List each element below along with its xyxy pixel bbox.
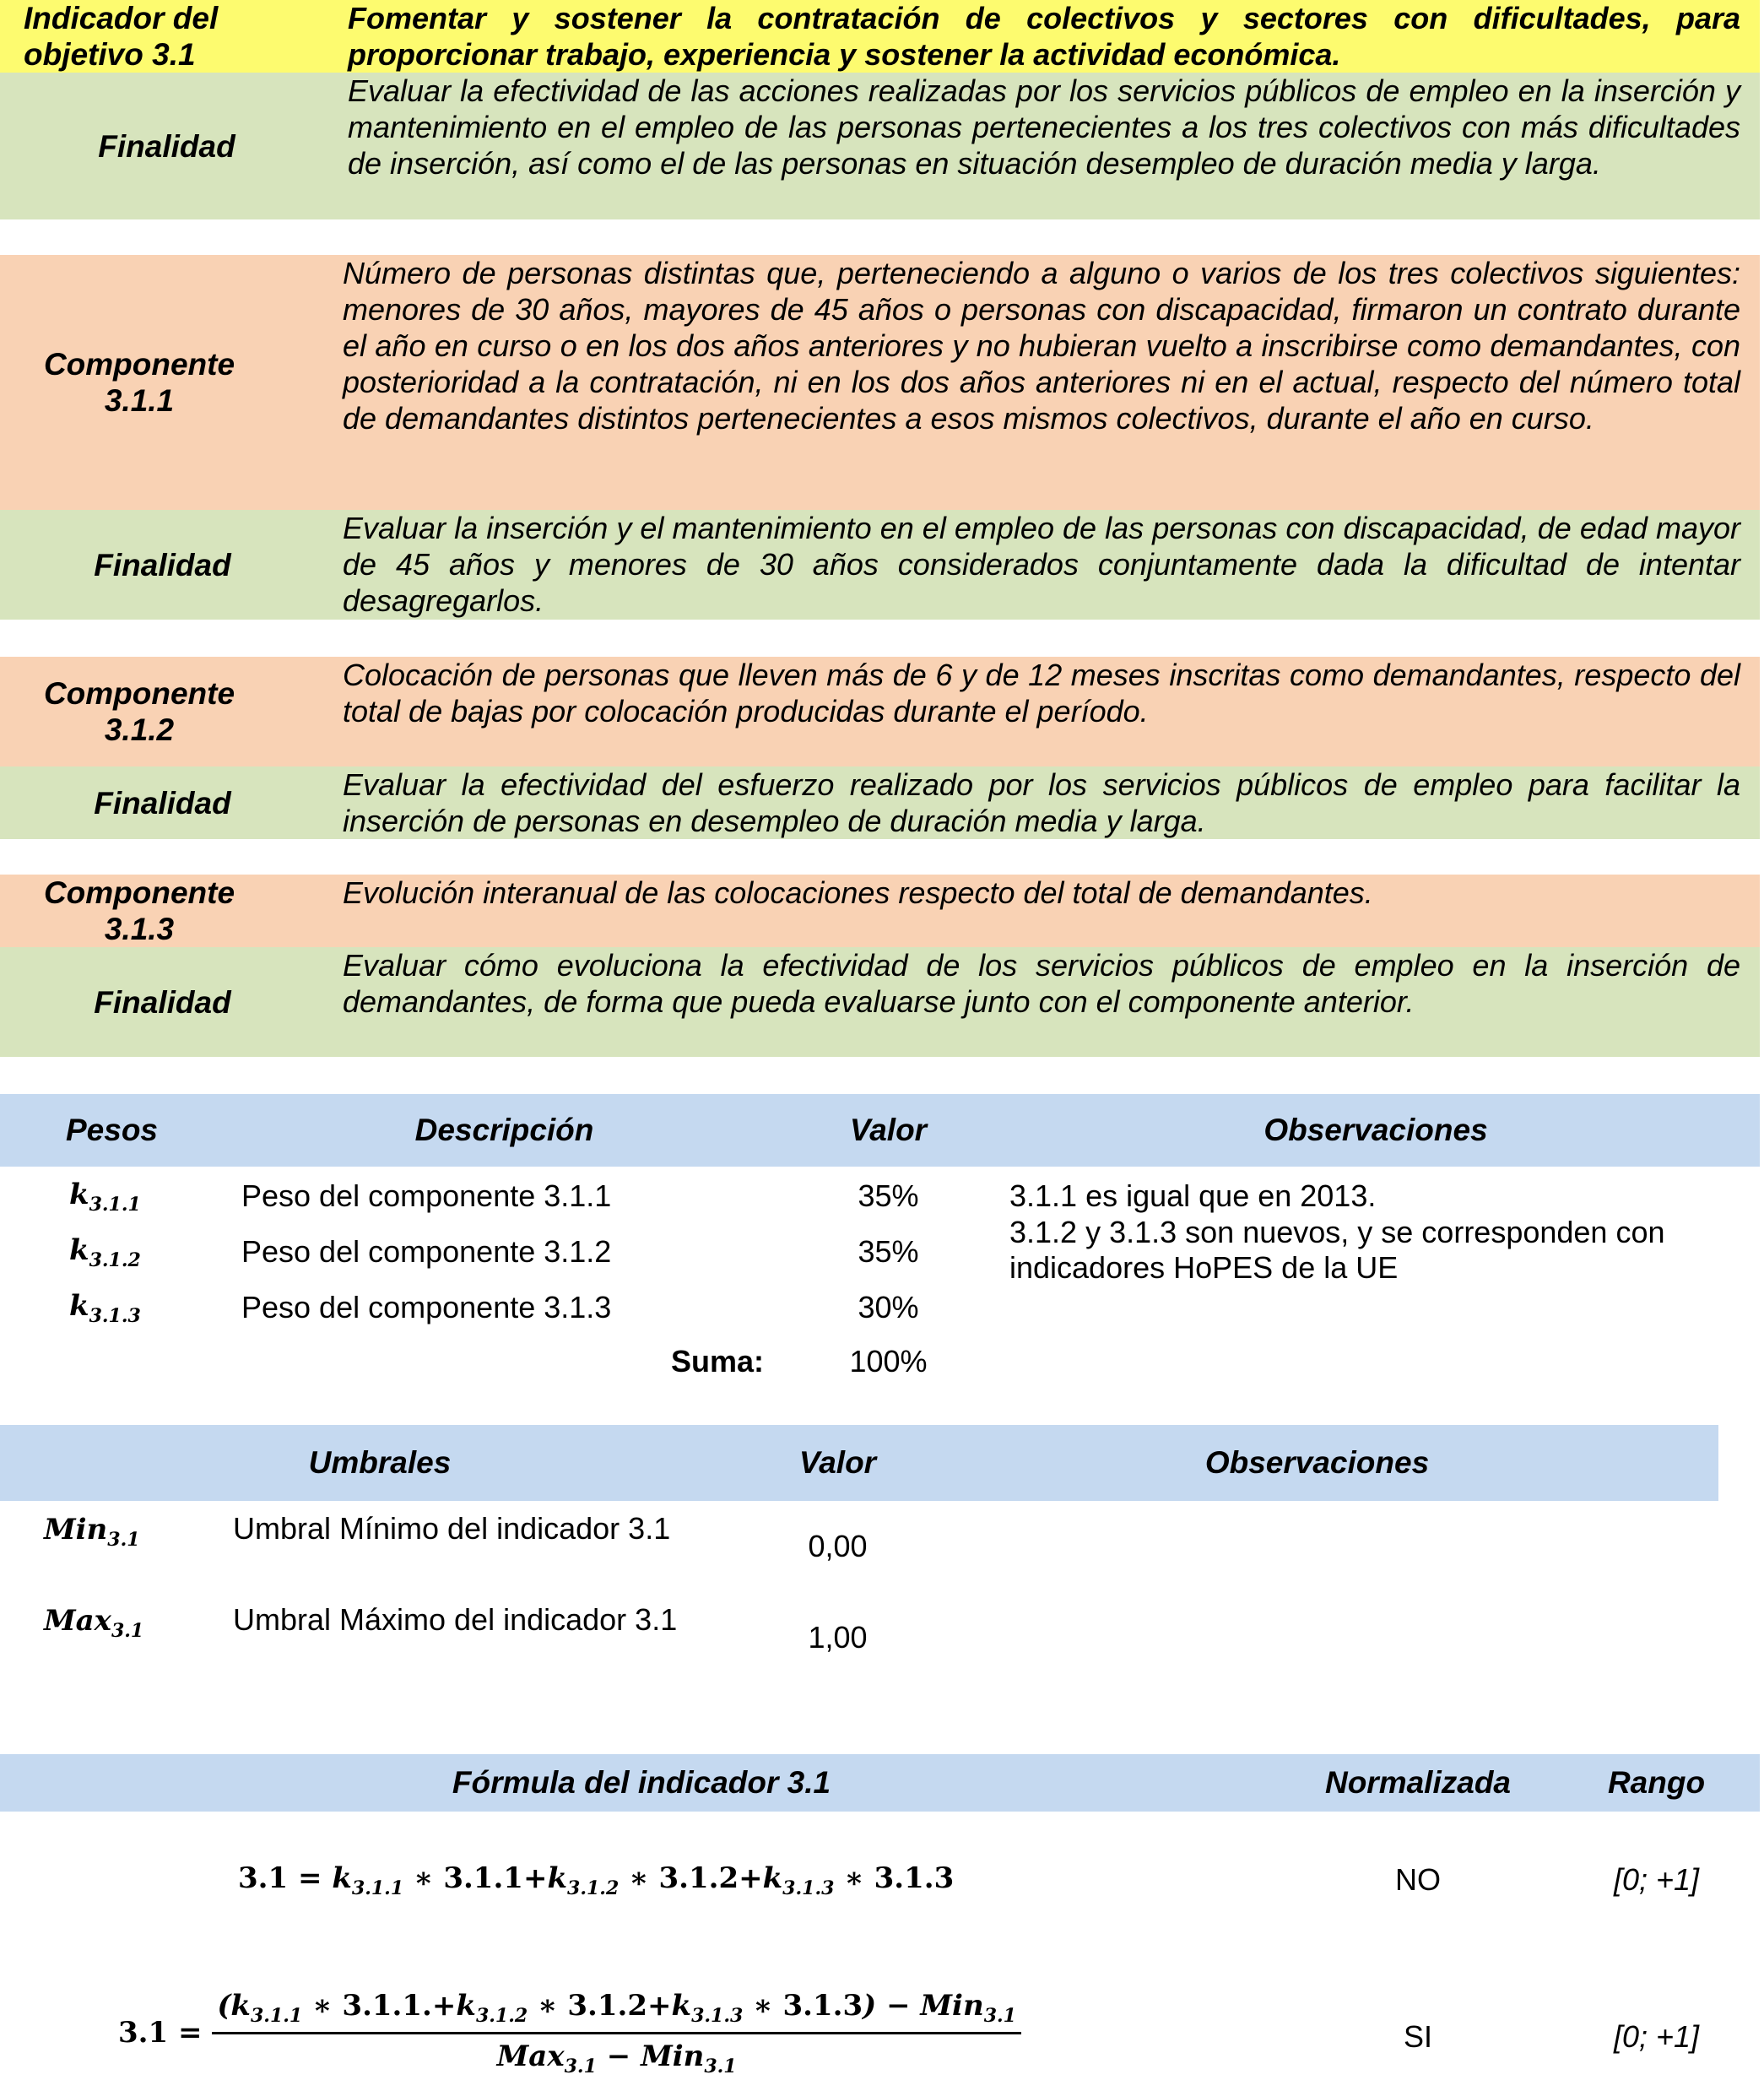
component-purpose-text: Evaluar la inserción y el mantenimiento en el empleo de las personas con discapacidad, de edad mayor de 45 años y menores de 30 años considerados conjuntamente dada la dificultad de intentar desagregarlos. [343,511,1740,618]
component-text: Evolución interanual de las colocaciones respecto del total de demandantes. [343,875,1373,910]
component-label: Componente 3.1.1 [43,347,235,418]
objective-label: Indicador del objetivo 3.1 [24,1,219,72]
weight-value: 30% [858,1290,919,1324]
weights-sum-label: Suma: [670,1344,764,1379]
formula-range: [0; +1] [1613,1862,1700,1897]
threshold-symbol: Max$_{3.1}$ [44,1604,144,1642]
weights-header-valor: Valor [849,1113,928,1147]
formula-header-formula: Fórmula del indicador 3.1 [452,1765,831,1800]
component-purpose-label: Finalidad [94,984,231,1020]
threshold-description: Umbral Mínimo del indicador 3.1 [233,1511,671,1546]
formula-normalized: SI [1403,2019,1432,2054]
weights-observation: 3.1.2 y 3.1.3 son nuevos, y se corresponden con indicadores HoPES de la UE [1009,1215,1665,1285]
thresholds-header-umbrales: Umbrales [308,1445,452,1480]
weight-description: Peso del componente 3.1.3 [241,1290,612,1324]
formula-linear: $3.1 = k_{3.1.1}$ ∗ $3.1.1+k_{3.1.2}$ ∗ $3.1.2+k_{3.1.3}$ ∗ 3.1.3 [238,1861,955,1899]
component-label: Componente 3.1.2 [43,676,235,747]
objective-text: Fomentar y sostener la contratación de colectivos y sectores con dificultades, para proporcionar trabajo, experiencia y sostener la actividad económica. [348,1,1740,72]
weights-header-observaciones: Observaciones [1263,1113,1488,1147]
threshold-symbol: Min$_{3.1}$ [44,1513,140,1551]
weight-symbol: $k_{3.1.3}$ [69,1289,141,1327]
threshold-description: Umbral Máximo del indicador 3.1 [233,1602,678,1637]
formula-normalized-fraction: 3.1 = $\frac{(k_{3.1.1} ∗ 3.1.1.+k_{3.1.2} ∗ 3.1.2+k_{3.1.3} ∗ 3.1.3) - Min_{3.1}}{Max_{3.1} - Min_{3.1}}$ [118,1988,1021,2077]
weight-description: Peso del componente 3.1.1 [241,1178,612,1213]
formula-header-normalizada: Normalizada [1324,1765,1511,1800]
formula-range: [0; +1] [1613,2019,1700,2054]
weight-value: 35% [858,1178,919,1213]
thresholds-header-observaciones: Observaciones [1204,1445,1430,1480]
component-purpose-label: Finalidad [94,547,231,582]
component-purpose-text: Evaluar cómo evoluciona la efectividad de los servicios públicos de empleo en la inserción de demandantes, de forma que pueda evaluarse junto con el componente anterior. [343,948,1740,1019]
threshold-value: 0,00 [808,1529,868,1563]
weights-observation: 3.1.1 es igual que en 2013. [1009,1178,1377,1213]
weights-sum-value: 100% [849,1344,928,1379]
weights-header-descripcion: Descripción [414,1113,594,1147]
threshold-value: 1,00 [808,1620,868,1655]
weight-symbol: $k_{3.1.2}$ [69,1233,141,1271]
component-purpose-text: Evaluar la efectividad del esfuerzo realizado por los servicios públicos de empleo para facilitar la inserción de personas en desempleo de duración media y larga. [343,767,1740,838]
formula-header-rango: Rango [1607,1765,1706,1800]
weight-value: 35% [858,1234,919,1269]
formula-normalized: NO [1395,1862,1441,1897]
weight-symbol: $k_{3.1.1}$ [69,1178,141,1216]
objective-purpose-label: Finalidad [98,128,235,164]
weights-header-pesos: Pesos [65,1113,158,1147]
thresholds-header-valor: Valor [798,1445,877,1480]
component-purpose-label: Finalidad [94,785,231,821]
component-label: Componente 3.1.3 [43,875,235,946]
weight-description: Peso del componente 3.1.2 [241,1234,612,1269]
component-text: Colocación de personas que lleven más de 6 y de 12 meses inscritas como demandantes, respecto del total de bajas por colocación producidas durante el período. [343,658,1740,729]
objective-purpose-text: Evaluar la efectividad de las acciones realizadas por los servicios públicos de empleo en la inserción y mantenimiento en el empleo de las personas pertenecientes a los tres colectivos con más dificultades de inserción, así como el de las personas en situación desempleo de duración media y larga. [348,73,1740,181]
component-text: Número de personas distintas que, perteneciendo a alguno o varios de los tres colectivos siguientes: menores de 30 años, mayores de 45 años o personas con discapacidad, firmaron un contrato durante el año en curso o en los dos años anteriores y no hubieran vuelto a inscribirse como demandantes, con posterioridad a la contratación, ni en los dos años anteriores ni en el actual, respecto del número total de demandantes distintos pertenecientes a esos mismos colectivos, durante el año en curso. [343,256,1740,436]
